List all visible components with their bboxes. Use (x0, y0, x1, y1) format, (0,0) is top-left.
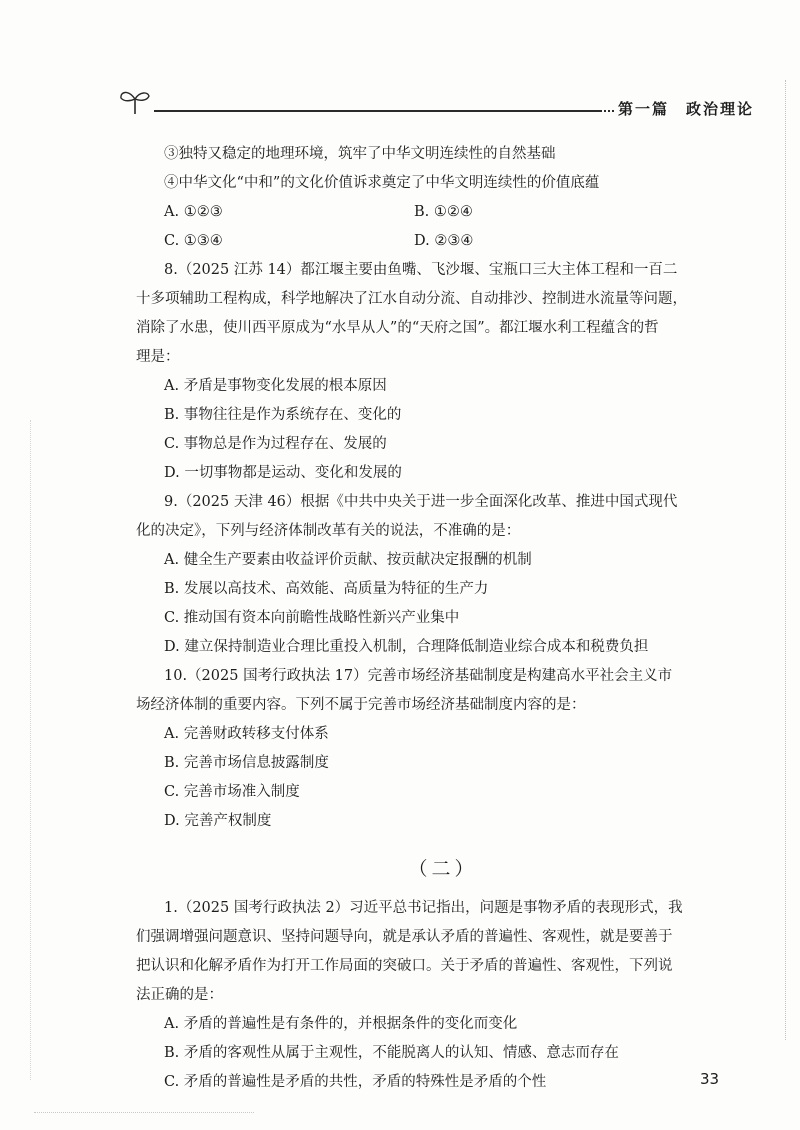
scan-edge-right (783, 80, 786, 1040)
q8-line-1: 8.（2025 江苏 14）都江堰主要由鱼嘴、飞沙堰、宝瓶口三大主体工程和一百二 (164, 262, 678, 278)
s2-q1-line-4: 法正确的是： (136, 987, 223, 1003)
scan-edge-bottom (34, 1112, 254, 1115)
sprout-icon (118, 86, 152, 116)
q8-option-b: B. 事物往往是作为系统存在、变化的 (164, 407, 402, 423)
q9-option-d: D. 建立保持制造业合理比重投入机制，合理降低制造业综合成本和税费负担 (164, 639, 649, 655)
q10-option-a: A. 完善财政转移支付体系 (164, 726, 329, 742)
s2-q1-line-1: 1.（2025 国考行政执法 2）习近平总书记指出，问题是事物矛盾的表现形式，我 (164, 900, 683, 916)
q9-line-1: 9.（2025 天津 46）根据《中共中央关于进一步全面深化改革、推进中国式现代 (164, 494, 678, 510)
option-a: A. ①②③ (164, 204, 223, 220)
scan-edge-left (30, 420, 33, 1080)
section-title: （二） (408, 858, 478, 880)
q10-option-b: B. 完善市场信息披露制度 (164, 755, 329, 771)
options-row-2 (158, 227, 728, 256)
q8-option-d: D. 一切事物都是运动、变化和发展的 (164, 465, 402, 481)
option-c: C. ①③④ (164, 233, 223, 249)
s2-q1-option-a: A. 矛盾的普遍性是有条件的，并根据条件的变化而变化 (164, 1016, 518, 1032)
statement-3: ③独特又稳定的地理环境，筑牢了中华文明连续性的自然基础 (164, 146, 556, 162)
s2-q1-line-2: 们强调增强问题意识、坚持问题导向，就是承认矛盾的普遍性、客观性，就是要善于 (136, 929, 673, 945)
s2-q1-option-c: C. 矛盾的普遍性是矛盾的共性，矛盾的特殊性是矛盾的个性 (164, 1074, 547, 1090)
q9-option-b: B. 发展以高技术、高效能、高质量为特征的生产力 (164, 581, 489, 597)
s2-q1-option-b: B. 矛盾的客观性从属于主观性，不能脱离人的认知、情感、意志而存在 (164, 1045, 619, 1061)
q10-line-1: 10.（2025 国考行政执法 17）完善市场经济基础制度是构建高水平社会主义市 (164, 668, 673, 684)
q10-option-d: D. 完善产权制度 (164, 813, 272, 829)
s2-q1-line-3: 把认识和化解矛盾作为打开工作局面的突破口。关于矛盾的普遍性、客观性，下列说 (136, 958, 673, 974)
q9-line-2: 化的决定》，下列与经济体制改革有关的说法，不准确的是： (136, 523, 521, 539)
page-content (136, 140, 728, 1097)
q10-line-2: 场经济体制的重要内容。下列不属于完善市场经济基础制度内容的是： (136, 697, 586, 713)
statement-4: ④中华文化“中和”的文化价值诉求奠定了中华文明连续性的价值底蕴 (164, 175, 600, 191)
header-rule-tail (604, 110, 614, 112)
option-d: D. ②③④ (414, 233, 474, 249)
q8-option-a: A. 矛盾是事物变化发展的根本原因 (164, 378, 387, 394)
options-row-1 (158, 198, 728, 227)
q8-line-4: 理是： (136, 349, 180, 365)
q9-option-a: A. 健全生产要素由收益评价贡献、按贡献决定报酬的机制 (164, 552, 532, 568)
q8-option-c: C. 事物总是作为过程存在、发展的 (164, 436, 387, 452)
chapter-title: 第一篇 政治理论 (618, 100, 755, 118)
q10-option-c: C. 完善市场准入制度 (164, 784, 300, 800)
option-b: B. ①②④ (414, 204, 473, 220)
header-rule (154, 110, 602, 112)
q8-line-2: 十多项辅助工程构成，科学地解决了江水自动分流、自动排沙、控制进水流量等问题， (136, 291, 687, 307)
q9-option-c: C. 推动国有资本向前瞻性战略性新兴产业集中 (164, 610, 460, 626)
q8-line-3: 消除了水患，使川西平原成为“水旱从人”的“天府之国”。都江堰水利工程蕴含的哲 (136, 320, 659, 336)
page-number: 33 (700, 1070, 720, 1088)
running-header (118, 86, 755, 120)
